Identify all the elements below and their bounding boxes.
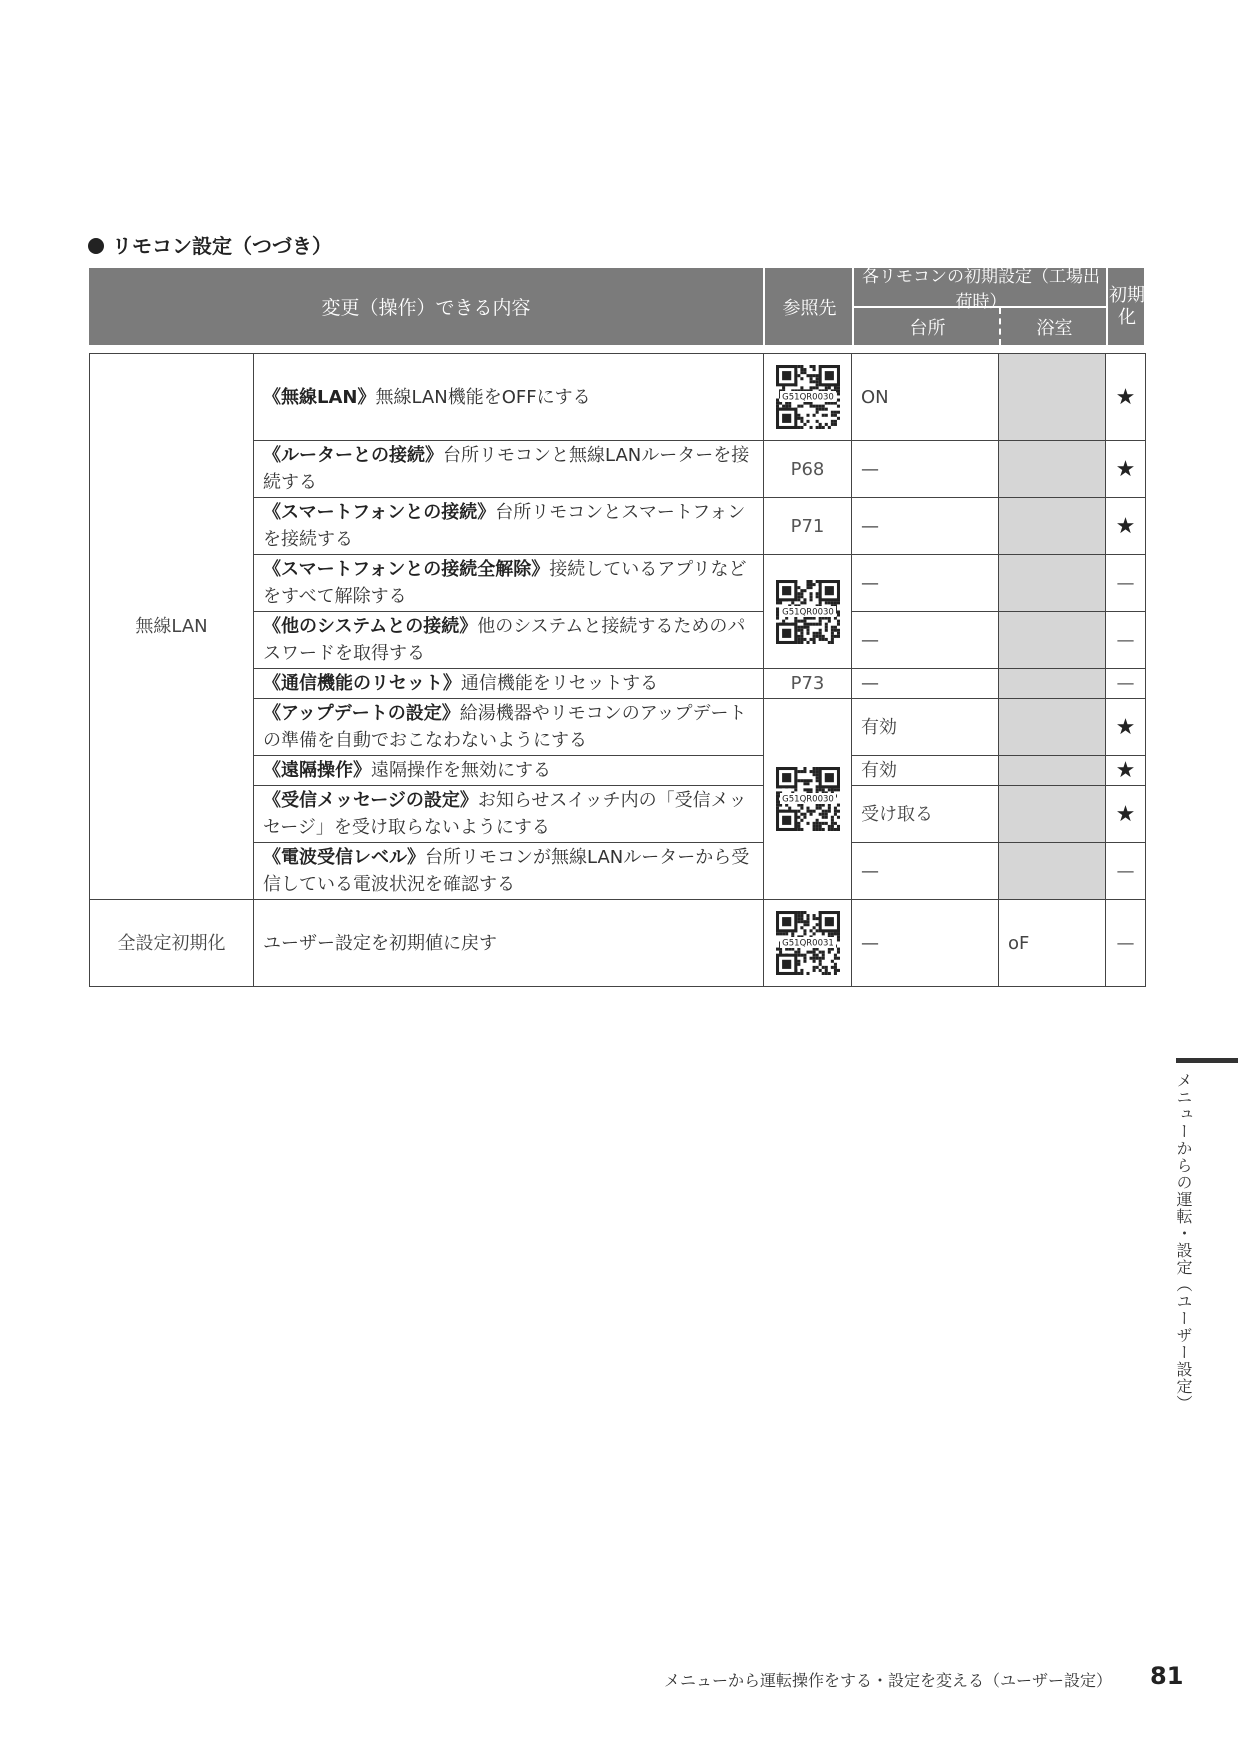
kitchen-default: — (852, 441, 999, 498)
bath-default (999, 612, 1106, 669)
row-desc: 台所リモコンとスマートフォンを接続する (263, 502, 746, 550)
kitchen-default: 有効 (852, 699, 999, 756)
table-row (90, 900, 1146, 987)
svg-text:G51QR0030: G51QR0030 (781, 607, 834, 617)
bullet-icon (88, 238, 104, 254)
row-content (254, 669, 764, 699)
kitchen-default: — (852, 669, 999, 699)
table-header (89, 268, 1144, 345)
row-title: 《ルーターとの接続》 (263, 445, 443, 466)
header-reference: 参照先 (763, 268, 854, 345)
qr-code-icon[interactable] (776, 767, 840, 831)
kitchen-default: — (852, 612, 999, 669)
page-reference[interactable]: P71 (764, 498, 852, 555)
bath-default (999, 441, 1106, 498)
ref-cell (764, 354, 852, 441)
qr-code-icon[interactable] (776, 365, 840, 429)
init-mark: — (1106, 669, 1146, 699)
bath-default (999, 498, 1106, 555)
bath-default (999, 669, 1106, 699)
page-reference[interactable]: P68 (764, 441, 852, 498)
ref-cell (764, 900, 852, 987)
settings-table (89, 353, 1146, 987)
qr-code-icon[interactable] (776, 911, 840, 975)
section-title (88, 230, 332, 259)
row-content (254, 699, 764, 756)
kitchen-default: ON (852, 354, 999, 441)
row-content (254, 441, 764, 498)
svg-text:G51QR0030: G51QR0030 (781, 392, 834, 403)
header-initialize: 初期化 (1106, 268, 1146, 345)
svg-text:G51QR0030: G51QR0030 (781, 794, 834, 805)
kitchen-default: — (852, 900, 999, 987)
row-content (254, 612, 764, 669)
init-mark: ★ (1106, 756, 1146, 786)
kitchen-default: 有効 (852, 756, 999, 786)
row-content (254, 756, 764, 786)
category-reset: 全設定初期化 (90, 900, 254, 987)
row-desc: 他のシステムと接続するためのパスワードを取得する (263, 616, 746, 664)
category-wireless: 無線LAN (90, 354, 254, 900)
row-title: 《他のシステムとの接続》 (263, 616, 478, 637)
init-mark: — (1106, 900, 1146, 987)
row-desc: 無線LAN機能をOFFにする (375, 386, 591, 408)
row-desc: 給湯機器やリモコンのアップデートの準備を自動でおこなわないようにする (263, 703, 747, 751)
row-desc: 遠隔操作を無効にする (371, 760, 551, 781)
init-mark: — (1106, 612, 1146, 669)
ref-cell (764, 555, 852, 669)
row-content (254, 843, 764, 900)
init-mark: ★ (1106, 354, 1146, 441)
row-title: 《電波受信レベル》 (263, 847, 425, 868)
header-content: 変更（操作）できる内容 (321, 297, 531, 319)
bath-default: oF (999, 900, 1106, 987)
row-title: 《通信機能のリセット》 (263, 673, 461, 694)
row-content (254, 555, 764, 612)
page-reference[interactable]: P73 (764, 669, 852, 699)
row-desc: 台所リモコンと無線LANルーターを接続する (263, 445, 750, 493)
row-title: 《スマートフォンとの接続全解除》 (263, 559, 550, 580)
qr-code-icon[interactable] (776, 580, 840, 644)
row-title: 《遠隔操作》 (263, 760, 371, 781)
bath-default (999, 699, 1106, 756)
bath-default (999, 756, 1106, 786)
row-content (254, 498, 764, 555)
kitchen-default: — (852, 555, 999, 612)
kitchen-default: — (852, 843, 999, 900)
header-default-setting: 各リモコンの初期設定（工場出荷時） (852, 268, 1108, 308)
kitchen-default: — (852, 498, 999, 555)
init-mark: ★ (1106, 699, 1146, 756)
row-title: 《アップデートの設定》 (263, 703, 460, 724)
footer-title: メニューから運転操作をする・設定を変える（ユーザー設定） (664, 1671, 1113, 1690)
header-kitchen: 台所 (852, 308, 1001, 345)
side-tab-bar (1176, 1058, 1238, 1063)
table-row (90, 354, 1146, 441)
row-content (254, 354, 764, 441)
bath-default (999, 354, 1106, 441)
header-bath: 浴室 (999, 308, 1108, 345)
row-content: ユーザー設定を初期値に戻す (254, 900, 764, 987)
row-desc: 通信機能をリセットする (460, 673, 659, 694)
row-desc: 接続しているアプリなどをすべて解除する (263, 559, 747, 607)
bath-default (999, 786, 1106, 843)
row-desc: 台所リモコンが無線LANルーターから受信している電波状況を確認する (263, 847, 750, 895)
ref-cell (764, 699, 852, 900)
init-mark: — (1106, 843, 1146, 900)
init-mark: ★ (1106, 786, 1146, 843)
bath-default (999, 555, 1106, 612)
section-title-text: リモコン設定（つづき） (112, 234, 332, 258)
page-number: 81 (1150, 1662, 1184, 1690)
row-title: 《受信メッセージの設定》 (263, 790, 478, 811)
kitchen-default: 受け取る (852, 786, 999, 843)
row-desc: お知らせスイッチ内の「受信メッセージ」を受け取らないようにする (263, 790, 747, 838)
svg-text:G51QR0031: G51QR0031 (781, 938, 834, 949)
init-mark: ★ (1106, 498, 1146, 555)
row-content (254, 786, 764, 843)
init-mark: — (1106, 555, 1146, 612)
bath-default (999, 843, 1106, 900)
init-mark: ★ (1106, 441, 1146, 498)
side-tab-label: メニューからの運転・設定（ユーザー設定） (1174, 1072, 1193, 1412)
row-title: 《スマートフォンとの接続》 (263, 502, 496, 523)
row-title: 《無線LAN》 (263, 386, 376, 408)
